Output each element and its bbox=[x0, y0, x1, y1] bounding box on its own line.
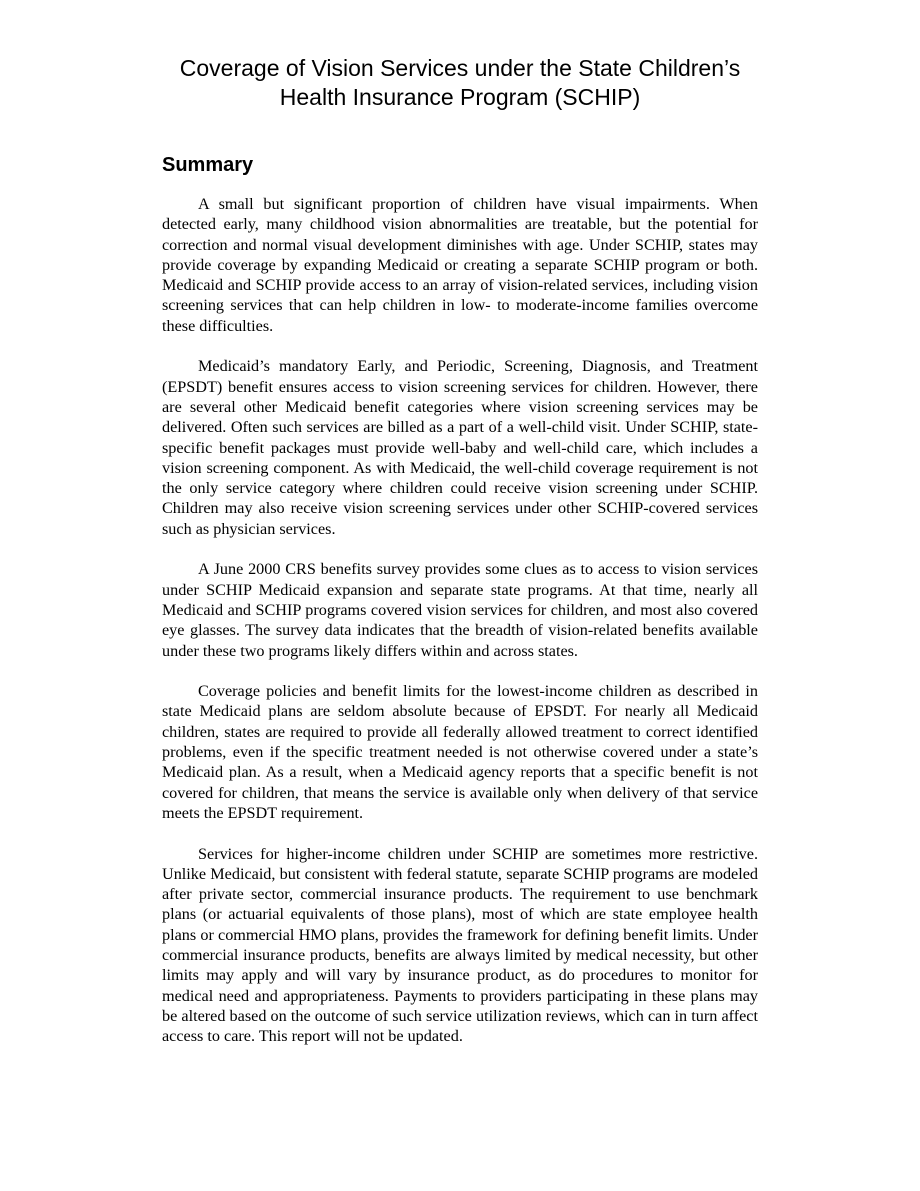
summary-paragraph-2: Medicaid’s mandatory Early, and Periodic, Screening, Diagnosis, and Treatment (EPSDT) benefit ensures access to vision screening services for children. However, there are several other Medicaid benefit categories where vision screening services may be delivered. Often such services are billed as a part of a well-child visit. Under SCHIP, state-specific benefit packages must provide well-baby and well-child care, which includes a vision screening component. As with Medicaid, the well-child coverage requirement is not the only service category where children could receive vision screening under SCHIP. Children may also receive vision screening services under other SCHIP-covered services such as physician services. bbox=[162, 357, 758, 538]
document-page bbox=[162, 54, 758, 1046]
document-title-line-2: Health Insurance Program (SCHIP) bbox=[279, 84, 641, 110]
summary-paragraph-5: Services for higher-income children under SCHIP are sometimes more restrictive. Unlike Medicaid, but consistent with federal statute, separate SCHIP programs are modeled after private sector, commercial insurance products. The requirement to use benchmark plans (or actuarial equivalents of those plans), most of which are state employee health plans or commercial HMO plans, provides the framework for defining benefit limits. Under commercial insurance products, benefits are always limited by medical necessity, but other limits may apply and will vary by insurance product, as do procedures to monitor for medical need and appropriateness. Payments to providers participating in these plans may be altered based on the outcome of such service utilization reviews, which can in turn affect access to care. This report will not be updated. bbox=[162, 844, 758, 1046]
summary-paragraph-4: Coverage policies and benefit limits for the lowest-income children as described in state Medicaid plans are seldom absolute because of EPSDT. For nearly all Medicaid children, states are required to provide all federally allowed treatment to correct identified problems, even if the specific treatment needed is not otherwise covered under a state’s Medicaid plan. As a result, when a Medicaid agency reports that a specific benefit is not covered for children, that means the service is available only when delivery of that service meets the EPSDT requirement. bbox=[162, 682, 758, 822]
document-title-line-1: Coverage of Vision Services under the State Children’s bbox=[179, 55, 741, 81]
summary-heading: Summary bbox=[162, 154, 254, 176]
summary-paragraph-3: A June 2000 CRS benefits survey provides some clues as to access to vision services under SCHIP Medicaid expansion and separate state programs. At that time, nearly all Medicaid and SCHIP programs covered vision services for children, and most also covered eye glasses. The survey data indicates that the breadth of vision-related benefits available under these two programs likely differs within and across states. bbox=[162, 560, 758, 660]
document-title bbox=[162, 54, 758, 112]
summary-paragraph-1: A small but significant proportion of children have visual impairments. When detected early, many childhood vision abnormalities are treatable, but the potential for correction and normal visual development diminishes with age. Under SCHIP, states may provide coverage by expanding Medicaid or creating a separate SCHIP program or both. Medicaid and SCHIP provide access to an array of vision-related services, including vision screening services that can help children in low- to moderate-income families overcome these difficulties. bbox=[162, 195, 758, 335]
